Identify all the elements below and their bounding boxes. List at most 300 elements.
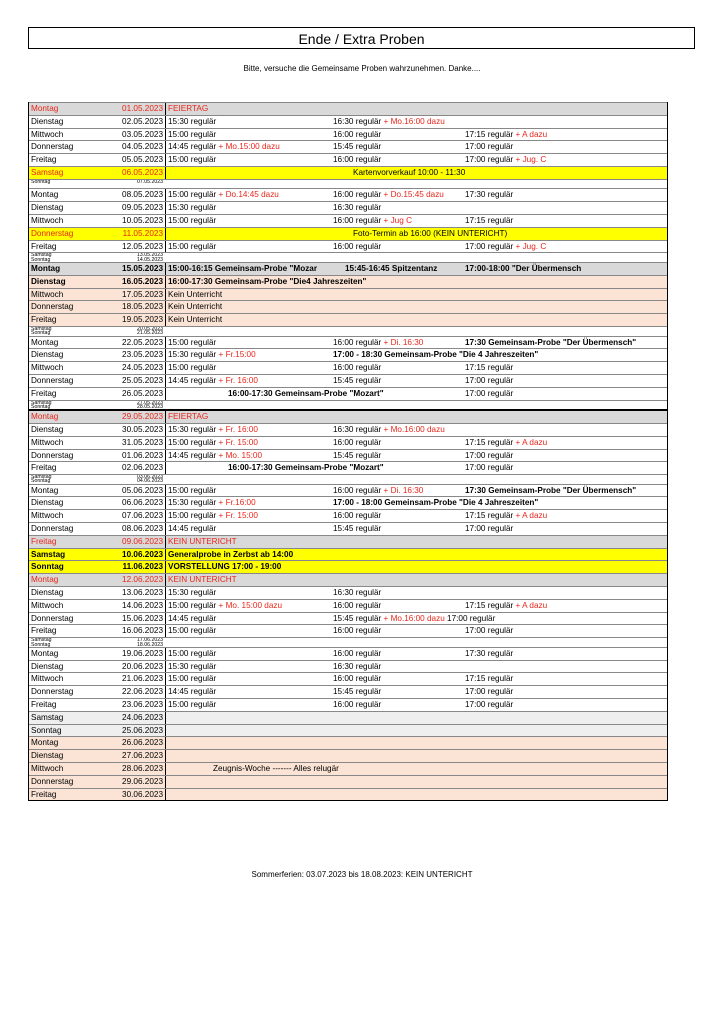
day-cell: Mittwoch [31,437,64,447]
day-cell: Sonntag [31,562,64,572]
entry-c1 [168,450,262,462]
date-cell: 12.05.2023 [122,241,163,251]
entry-c3 [465,388,513,400]
entry-text: Foto-Termin ab 16:00 (KEIN UNTERICHT) [353,228,508,238]
day-cell: Montag [31,412,59,422]
extra-note: + Jug. C [515,155,547,165]
entry-text: 17:00 regulär [444,613,496,623]
entry-c1 [168,523,216,535]
day-cell: Montag [31,190,59,200]
entry-text: 17:00 regulär [465,142,514,152]
day-cell: Dienstag [31,588,64,598]
entry-c3 [465,625,513,637]
entry-text: 16:00 regulär [333,241,382,251]
entry-text: 17:00 regulär [465,463,514,473]
table-row [29,361,667,374]
entry-text: 17:00 - 18:30 Gemeinsam-Probe "Die 4 Jahreszeiten" [333,350,539,360]
entry-c2 [345,263,437,275]
entry-c2 [333,510,381,522]
entry-text: 15:45 regulär [333,524,382,534]
day-cell: Donnerstag [31,375,74,385]
day-cell: Mittwoch [31,674,64,684]
date-cell: 25.05.2023 [122,375,163,385]
entry-c2 [333,362,381,374]
day-cell: Montag [31,485,59,495]
day-cell: Mittwoch [31,511,64,521]
entry-c3 [465,375,513,387]
table-row [29,240,667,253]
entry-c2 [333,349,538,361]
entry-text: 15:00 regulär [168,437,219,447]
entry-c2 [333,625,381,637]
day-cell: Sonntag [31,256,51,262]
day-cell: Mittwoch [31,289,64,299]
table-row [29,762,667,775]
entry-c1 [168,202,216,214]
entry-c2 [333,587,381,599]
extra-note: + Mo. 15:00 [218,450,262,460]
table-row [29,461,667,474]
entry-text: 15:00-16:15 Gemeinsam-Probe "Mozar [168,263,318,273]
extra-note: + Fr.15:00 [218,350,256,360]
day-cell: Donnerstag [31,613,74,623]
entry-text: Kein Unterricht [168,302,223,312]
day-cell: Dienstag [31,424,64,434]
day-cell: Samstag [31,712,64,722]
entry-c3 [465,699,513,711]
entry-c1 [168,189,279,201]
entry-c1 [168,485,216,497]
entry-text: 16:00 regulär [333,600,382,610]
table-row [29,586,667,599]
date-cell: 11.05.2023 [122,228,163,238]
entry-text: 17:00 regulär [465,687,514,697]
date-cell: 04.05.2023 [122,142,163,152]
extra-note: + Fr. 15:00 [218,437,258,447]
date-cell: 01.05.2023 [122,104,163,113]
entry-cell-1 [165,712,168,724]
table-row [29,166,667,179]
date-cell: 14.05.2023 [137,256,163,262]
entry-c3 [465,129,547,141]
date-cell: 24.06.2023 [122,712,163,722]
entry-c1 [168,301,222,313]
entry-text: 15:30 regulär [168,116,217,126]
day-cell: Donnerstag [31,776,74,786]
entry-cell-1 [165,789,168,801]
extra-note: + Jug. C [515,241,547,251]
date-cell: 06.05.2023 [122,167,163,177]
table-row [29,179,667,189]
table-row [29,474,667,484]
entry-c1 [168,241,216,253]
table-row [29,102,667,115]
date-cell: 13.06.2023 [122,588,163,598]
entry-text: 14:45 regulär [168,142,219,152]
entry-c1 [168,103,208,115]
day-cell: Sonntag [31,403,51,410]
subtitle-note: Bitte, versuche die Gemeinsame Proben wahrzunehmen. Danke.... [243,64,481,73]
entry-text: 15:00 regulär [168,363,217,373]
entry-c1 [168,314,222,326]
entry-text: 17:00 regulär [465,375,514,385]
table-row [29,153,667,166]
date-cell: 23.06.2023 [122,700,163,710]
entry-text: 16:30 regulär [333,203,382,213]
date-cell: 18.05.2023 [122,302,163,312]
table-row [29,409,667,423]
entry-c2 [333,154,381,166]
entry-c1 [168,686,216,698]
date-cell: 02.05.2023 [122,116,163,126]
entry-c2 [333,523,381,535]
entry-text: 17:15 regulär [465,215,514,225]
day-cell: Freitag [31,536,57,546]
entry-text: 17:15 regulär [465,129,516,139]
day-cell: Mittwoch [31,764,64,774]
day-cell: Freitag [31,388,57,398]
day-cell: Freitag [31,315,57,325]
date-cell: 05.05.2023 [122,155,163,165]
entry-c1 [168,362,216,374]
entry-c1 [168,263,317,275]
entry-text: 17:00 regulär [465,450,514,460]
entry-text: 17:00 regulär [465,388,514,398]
table-row [29,548,667,561]
date-cell: 28.05.2023 [137,403,163,410]
day-cell: Samstag [31,637,52,644]
day-cell: Sonntag [31,478,51,484]
entry-cell-1 [165,776,168,788]
entry-text: 17:00 regulär [465,241,516,251]
entry-c3 [465,241,546,253]
extra-note: + Jug C [383,215,412,225]
entry-c2 [353,228,507,240]
table-row [29,115,667,128]
table-row [29,300,667,313]
entry-text: 15:00 regulär [168,241,217,251]
date-cell: 12.06.2023 [122,575,163,585]
entry-c1 [168,116,216,128]
entry-c1 [168,625,216,637]
entry-text: 15:30 regulär [168,424,219,434]
extra-note: + Mo.16:00 dazu [383,116,445,126]
entry-c1 [168,648,216,660]
entry-text: Kein Unterricht [168,315,223,325]
entry-text: 15:30 regulär [168,203,217,213]
entry-c1 [168,561,281,573]
entry-text: 16:00 regulär [333,511,382,521]
entry-c2 [333,241,381,253]
entry-c1 [168,510,258,522]
entry-c2 [333,648,381,660]
entry-text: 14:45 regulär [168,613,217,623]
day-cell: Dienstag [31,276,66,286]
day-cell: Freitag [31,789,57,799]
entry-c2 [333,497,538,509]
entry-text: 14:45 regulär [168,524,217,534]
entry-text: 17:00 regulär [465,155,516,165]
date-cell: 18.06.2023 [137,641,163,647]
entry-c2 [333,600,381,612]
date-cell: 13.05.2023 [137,252,163,259]
table-row [29,374,667,387]
extra-note: + Di. 16:30 [383,337,424,347]
day-cell: Samstag [31,167,64,177]
entry-cell-1 [165,462,168,474]
table-row [29,201,667,214]
extra-note: + A dazu [515,511,548,521]
entry-text: 16:00 regulär [333,215,384,225]
date-cell: 29.06.2023 [122,776,163,786]
entry-text: 14:45 regulär [168,450,219,460]
entry-text: 16:00 regulär [333,437,382,447]
date-cell: 15.05.2023 [122,263,163,273]
entry-text: 15:30 regulär [168,350,219,360]
extra-note: FEIERTAG [168,104,209,113]
day-cell: Donnerstag [31,687,74,697]
table-row [29,672,667,685]
entry-text: 17:15 regulär [465,363,514,373]
entry-c2 [353,167,465,179]
date-cell: 08.06.2023 [122,524,163,534]
entry-c1 [168,587,216,599]
table-row [29,227,667,240]
entry-text: 16:00 regulär [333,155,382,165]
entry-text: 16:00 regulär [333,648,382,658]
table-row [29,660,667,673]
entry-text: 15:45 regulär [333,142,382,152]
entry-text: Kein Unterricht [168,289,223,299]
entry-text: 15:00 regulär [168,700,217,710]
entry-c3 [465,600,547,612]
schedule-table [28,102,668,801]
extra-note: + A dazu [515,129,548,139]
table-row [29,599,667,612]
entry-text: 17:15 regulär [465,437,516,447]
date-cell: 21.05.2023 [137,330,163,336]
date-cell: 27.05.2023 [137,399,163,406]
extra-note: + Mo. 15:00 dazu [218,600,283,610]
extra-note: + Do.14:45 dazu [218,190,279,200]
entry-text: 14:45 regulär [168,687,217,697]
day-cell: Freitag [31,700,57,710]
date-cell: 01.06.2023 [122,450,163,460]
entry-c3 [465,337,636,349]
entry-cell-1 [165,388,168,400]
day-cell: Mittwoch [31,363,64,373]
entry-text: 15:00 regulär [168,600,219,610]
table-row [29,573,667,586]
day-cell: Dienstag [31,498,64,508]
entry-c1 [228,388,384,400]
date-cell: 03.05.2023 [122,129,163,139]
day-cell: Samstag [31,474,52,481]
extra-note: + Fr. 16:00 [218,375,258,385]
table-row [29,252,667,262]
table-row [29,775,667,788]
day-cell: Montag [31,337,59,347]
entry-text: 17:00 regulär [465,700,514,710]
entry-c2 [333,699,381,711]
table-row [29,262,667,275]
entry-c3 [465,154,546,166]
date-cell: 30.05.2023 [122,424,163,434]
entry-c1 [228,462,384,474]
table-row [29,326,667,336]
table-row [29,140,667,153]
table-row [29,336,667,349]
day-cell: Sonntag [31,178,51,185]
table-row [29,496,667,509]
extra-note: + Do.15:45 dazu [383,190,444,200]
day-cell: Samstag [31,252,52,259]
extra-note: + Mo.16:00 dazu [383,613,445,623]
page-title: Ende / Extra Proben [28,27,695,49]
entry-text: 16:30 regulär [333,116,384,126]
extra-note: + Fr. 16:00 [218,424,258,434]
entry-c2 [333,116,445,128]
entry-text: 16:00-17:30 Gemeinsam-Probe "Die4 Jahreszeiten" [168,276,367,286]
extra-note: + Mo.15:00 dazu [218,142,280,152]
table-row [29,348,667,361]
date-cell: 09.06.2023 [122,536,163,546]
extra-note: KEIN UNTERICHT [168,536,237,546]
entry-text: 16:00 regulär [333,626,382,636]
entry-c3 [465,450,513,462]
entry-cell-1 [165,763,168,775]
extra-note: + A dazu [515,437,548,447]
entry-c1 [168,536,237,548]
entry-c3 [465,673,513,685]
extra-note: + Di. 16:30 [383,485,424,495]
entry-c1 [168,673,216,685]
extra-note: + Fr. 15:00 [218,511,258,521]
date-cell: 10.05.2023 [122,215,163,225]
extra-note: + A dazu [515,600,548,610]
entry-c1 [168,574,237,586]
entry-c1 [168,699,216,711]
entry-c3 [465,362,513,374]
table-row [29,313,667,326]
entry-text: 14:45 regulär [168,375,219,385]
day-cell: Freitag [31,155,57,165]
entry-text: 15:00 regulär [168,215,217,225]
entry-text: Generalprobe in Zerbst ab 14:00 [168,549,294,559]
entry-c3 [465,648,513,660]
entry-text: 15:00 regulär [168,190,219,200]
entry-text: 15:45-16:45 Spitzentanz [345,263,438,273]
date-cell: 22.05.2023 [122,337,163,347]
entry-text: 17:00-18:00 "Der Übermensch [465,263,582,273]
day-cell: Freitag [31,626,57,636]
entry-text: 17:30 Gemeinsam-Probe "Der Übermensch" [465,485,637,495]
entry-text: 15:45 regulär [333,375,382,385]
day-cell: Samstag [31,399,52,406]
date-cell: 31.05.2023 [122,437,163,447]
date-cell: 20.05.2023 [137,325,163,332]
date-cell: 26.05.2023 [122,388,163,398]
day-cell: Mittwoch [31,129,64,139]
entry-c2 [333,673,381,685]
table-row [29,685,667,698]
date-cell: 09.05.2023 [122,203,163,213]
entry-c1 [168,497,256,509]
day-cell: Sonntag [31,641,51,647]
entry-text: 17:00 - 18:00 Gemeinsam-Probe "Die 4 Jahreszeiten" [333,498,539,508]
entry-text: 17:15 regulär [465,511,516,521]
entry-c1 [213,763,339,775]
entry-text: 15:00 regulär [168,155,217,165]
entry-text: 15:00 regulär [168,674,217,684]
entry-text: 15:00 regulär [168,626,217,636]
table-row [29,522,667,535]
entry-c1 [168,549,293,561]
entry-c2 [333,129,381,141]
entry-text: 15:30 regulär [168,588,217,598]
date-cell: 17.06.2023 [137,637,163,644]
entry-text: 15:45 regulär [333,613,384,623]
day-cell: Donnerstag [31,142,74,152]
extra-note: + Fr.16:00 [218,498,256,508]
entry-text: 16:30 regulär [333,424,384,434]
entry-c2 [333,485,423,497]
day-cell: Freitag [31,241,57,251]
date-cell: 16.05.2023 [122,276,163,286]
table-row [29,724,667,737]
entry-c1 [168,289,222,301]
entry-text: 17:15 regulär [465,674,514,684]
date-cell: 05.06.2023 [122,485,163,495]
table-row [29,647,667,660]
entry-text: 15:00 regulär [168,129,217,139]
entry-c2 [333,686,381,698]
table-row [29,560,667,573]
entry-c1 [168,276,366,288]
entry-text: 15:30 regulär [168,498,219,508]
entry-c3 [465,263,581,275]
day-cell: Donnerstag [31,228,74,238]
entry-c1 [168,154,216,166]
entry-c1 [168,337,216,349]
entry-c2 [333,437,381,449]
date-cell: 22.06.2023 [122,687,163,697]
entry-cell-1 [165,737,168,749]
entry-c2 [333,189,444,201]
entry-c1 [168,141,280,153]
entry-c2 [333,424,445,436]
day-cell: Dienstag [31,350,64,360]
date-cell: 06.06.2023 [122,498,163,508]
entry-c2 [333,661,381,673]
day-cell: Montag [31,104,59,113]
entry-text: 15:45 regulär [333,450,382,460]
entry-c1 [168,215,216,227]
table-row [29,749,667,762]
entry-text: 15:00 regulär [168,648,217,658]
day-cell: Dienstag [31,203,64,213]
entry-text: 17:30 Gemeinsam-Probe "Der Übermensch" [465,337,637,347]
date-cell: 15.06.2023 [122,613,163,623]
date-cell: 23.05.2023 [122,350,163,360]
date-cell: 17.05.2023 [122,289,163,299]
entry-c2 [333,215,412,227]
day-cell: Dienstag [31,751,64,761]
entry-text: 16:00 regulär [333,129,382,139]
day-cell: Sonntag [31,725,62,735]
entry-text: 16:30 regulär [333,661,382,671]
entry-c2 [333,613,495,625]
